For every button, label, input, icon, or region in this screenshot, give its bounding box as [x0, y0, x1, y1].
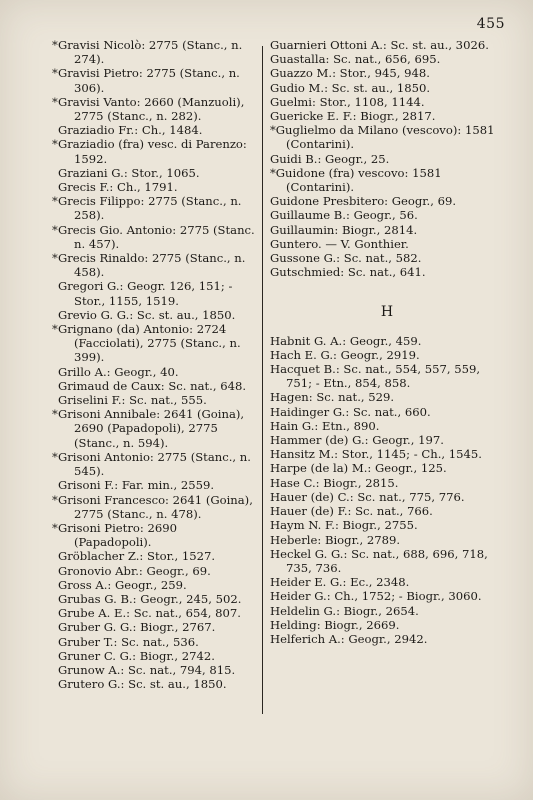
index-entry: Grunow A.: Sc. nat., 794, 815. [58, 662, 236, 677]
index-entry: Gregori G.: Geogr. 126, 151; - Stor., 1155, 1519. [58, 279, 233, 308]
index-entry: Gruber G. G.: Biogr., 2767. [58, 620, 216, 635]
index-entry: Hammer (de) G.: Geogr., 197. [270, 433, 444, 448]
index-entry: Haym N. F.: Biogr., 2755. [270, 518, 418, 533]
index-entry: Graziani G.: Stor., 1065. [58, 165, 200, 180]
index-entry: Hagen: Sc. nat., 529. [270, 390, 395, 405]
index-entry: Grimaud de Caux: Sc. nat., 648. [58, 378, 247, 393]
index-entry: Heldelin G.: Biogr., 2654. [270, 603, 419, 618]
index-entry: Guidi B.: Geogr., 25. [270, 151, 390, 166]
index-entry: Gussone G.: Sc. nat., 582. [270, 251, 422, 266]
index-entry: *Guglielmo da Milano (vescovo): 1581 (Contarini). [270, 123, 495, 152]
index-entry: * Grignano (da) Antonio: 2724 (Facciolati), 2775 (Stanc., n. 399). [58, 322, 258, 365]
index-entry: Grubas G. B.: Geogr., 245, 502. [58, 591, 242, 606]
index-entry: Guazzo M.: Stor., 945, 948. [270, 66, 430, 81]
index-entry: Grevio G. G.: Sc. st. au., 1850. [58, 307, 236, 322]
index-entry: Helferich A.: Geogr., 2942. [270, 631, 428, 646]
index-entry: Gudio M.: Sc. st. au., 1850. [270, 80, 431, 95]
index-entry: Grutero G.: Sc. st. au., 1850. [58, 677, 227, 692]
index-entry: Hase C.: Biogr., 2815. [270, 475, 399, 490]
index-entry: Grube A. E.: Sc. nat., 654, 807. [58, 606, 241, 621]
index-entry: Guelmi: Stor., 1108, 1144. [270, 94, 425, 109]
index-column-right [270, 38, 505, 646]
index-entry: *Guidone (fra) vescovo: 1581 (Contarini). [270, 165, 442, 195]
index-entry: * Gravisi Vanto: 2660 (Manzuoli), 2775 (Stanc., n. 282). [58, 95, 258, 123]
index-entry: * Grisoni Antonio: 2775 (Stanc., n. 545). [58, 450, 258, 478]
index-entry: Heberle: Biogr., 2789. [270, 532, 401, 547]
index-entry: Heider E. G.: Ec., 2348. [270, 575, 410, 590]
index-entry: Guarnieri Ottoni A.: Sc. st. au., 3026. [270, 38, 489, 52]
index-entry: Habnit G. A.: Geogr., 459. [270, 333, 422, 348]
index-entry: Harpe (de la) M.: Geogr., 125. [270, 461, 447, 476]
index-entry: Gross A.: Geogr., 259. [58, 577, 187, 592]
index-entry: * Gravisi Nicolò: 2775 (Stanc., n. 274). [58, 38, 258, 66]
index-entry: Hach E. G.: Geogr., 2919. [270, 347, 420, 362]
index-entry: Hain G.: Etn., 890. [270, 418, 380, 433]
index-entry: Haidinger G.: Sc. nat., 660. [270, 404, 431, 419]
index-entry: Guillaumin: Biogr., 2814. [270, 222, 418, 237]
index-entry: Guntero. — V. Gonthier. [270, 236, 409, 251]
index-entry: * Grecis Gio. Antonio: 2775 (Stanc. n. 457). [58, 223, 258, 251]
index-entry: Heckel G. G.: Sc. nat., 688, 696, 718, 735, 736. [270, 546, 488, 575]
index-entry: Graziadio Fr.: Ch., 1484. [58, 123, 203, 138]
page-number: 455 [476, 16, 505, 32]
index-entry: Hacquet B.: Sc. nat., 554, 557, 559, 751; - Etn., 854, 858. [270, 362, 481, 391]
column-divider [262, 46, 263, 714]
index-entry: * Graziadio (fra) vesc. di Parenzo: 1592. [58, 137, 258, 165]
index-entry: Hauer (de) C.: Sc. nat., 775, 776. [270, 489, 465, 504]
index-entry: * Grisoni Pietro: 2690 (Papadopoli). [58, 521, 258, 549]
index-entry: * Grecis Rinaldo: 2775 (Stanc., n. 458). [58, 251, 258, 279]
index-entry: Gutschmied: Sc. nat., 641. [270, 265, 426, 280]
index-entry: Gronovio Abr.: Geogr., 69. [58, 563, 211, 578]
index-entry: * Grisoni Annibale: 2641 (Goina), 2690 (Papadopoli), 2775 (Stanc., n. 594). [58, 407, 258, 450]
index-entry: Guericke E. F.: Biogr., 2817. [270, 109, 436, 124]
index-entry: Guastalla: Sc. nat., 656, 695. [270, 52, 441, 67]
index-entry: Guillaume B.: Geogr., 56. [270, 208, 418, 223]
index-entry: * Gravisi Pietro: 2775 (Stanc., n. 306). [58, 66, 258, 94]
index-entry: Gruber T.: Sc. nat., 536. [58, 634, 199, 649]
section-heading-h: H [380, 304, 395, 321]
index-entry: Grisoni F.: Far. min., 2559. [58, 478, 215, 493]
index-entry: Guidone Presbitero: Geogr., 69. [270, 194, 457, 209]
index-column-left [58, 38, 258, 691]
index-entry: Grecis F.: Ch., 1791. [58, 180, 178, 195]
index-entry: Helding: Biogr., 2669. [270, 617, 400, 632]
index-entry: Gruner C. G.: Biogr., 2742. [58, 648, 215, 663]
index-entry: Heider G.: Ch., 1752; - Biogr., 3060. [270, 589, 482, 604]
index-entry: Hansitz M.: Stor., 1145; - Ch., 1545. [270, 447, 482, 462]
index-entry: Grillo A.: Geogr., 40. [58, 364, 179, 379]
index-entry: * Grisoni Francesco: 2641 (Goina), 2775 (Stanc., n. 478). [58, 493, 258, 521]
index-entry: * Grecis Filippo: 2775 (Stanc., n. 258). [58, 194, 258, 222]
index-entry: Hauer (de) F.: Sc. nat., 766. [270, 504, 433, 519]
index-entry: Griselini F.: Sc. nat., 555. [58, 393, 207, 408]
index-entry: Gröblacher Z.: Stor., 1527. [58, 549, 216, 564]
